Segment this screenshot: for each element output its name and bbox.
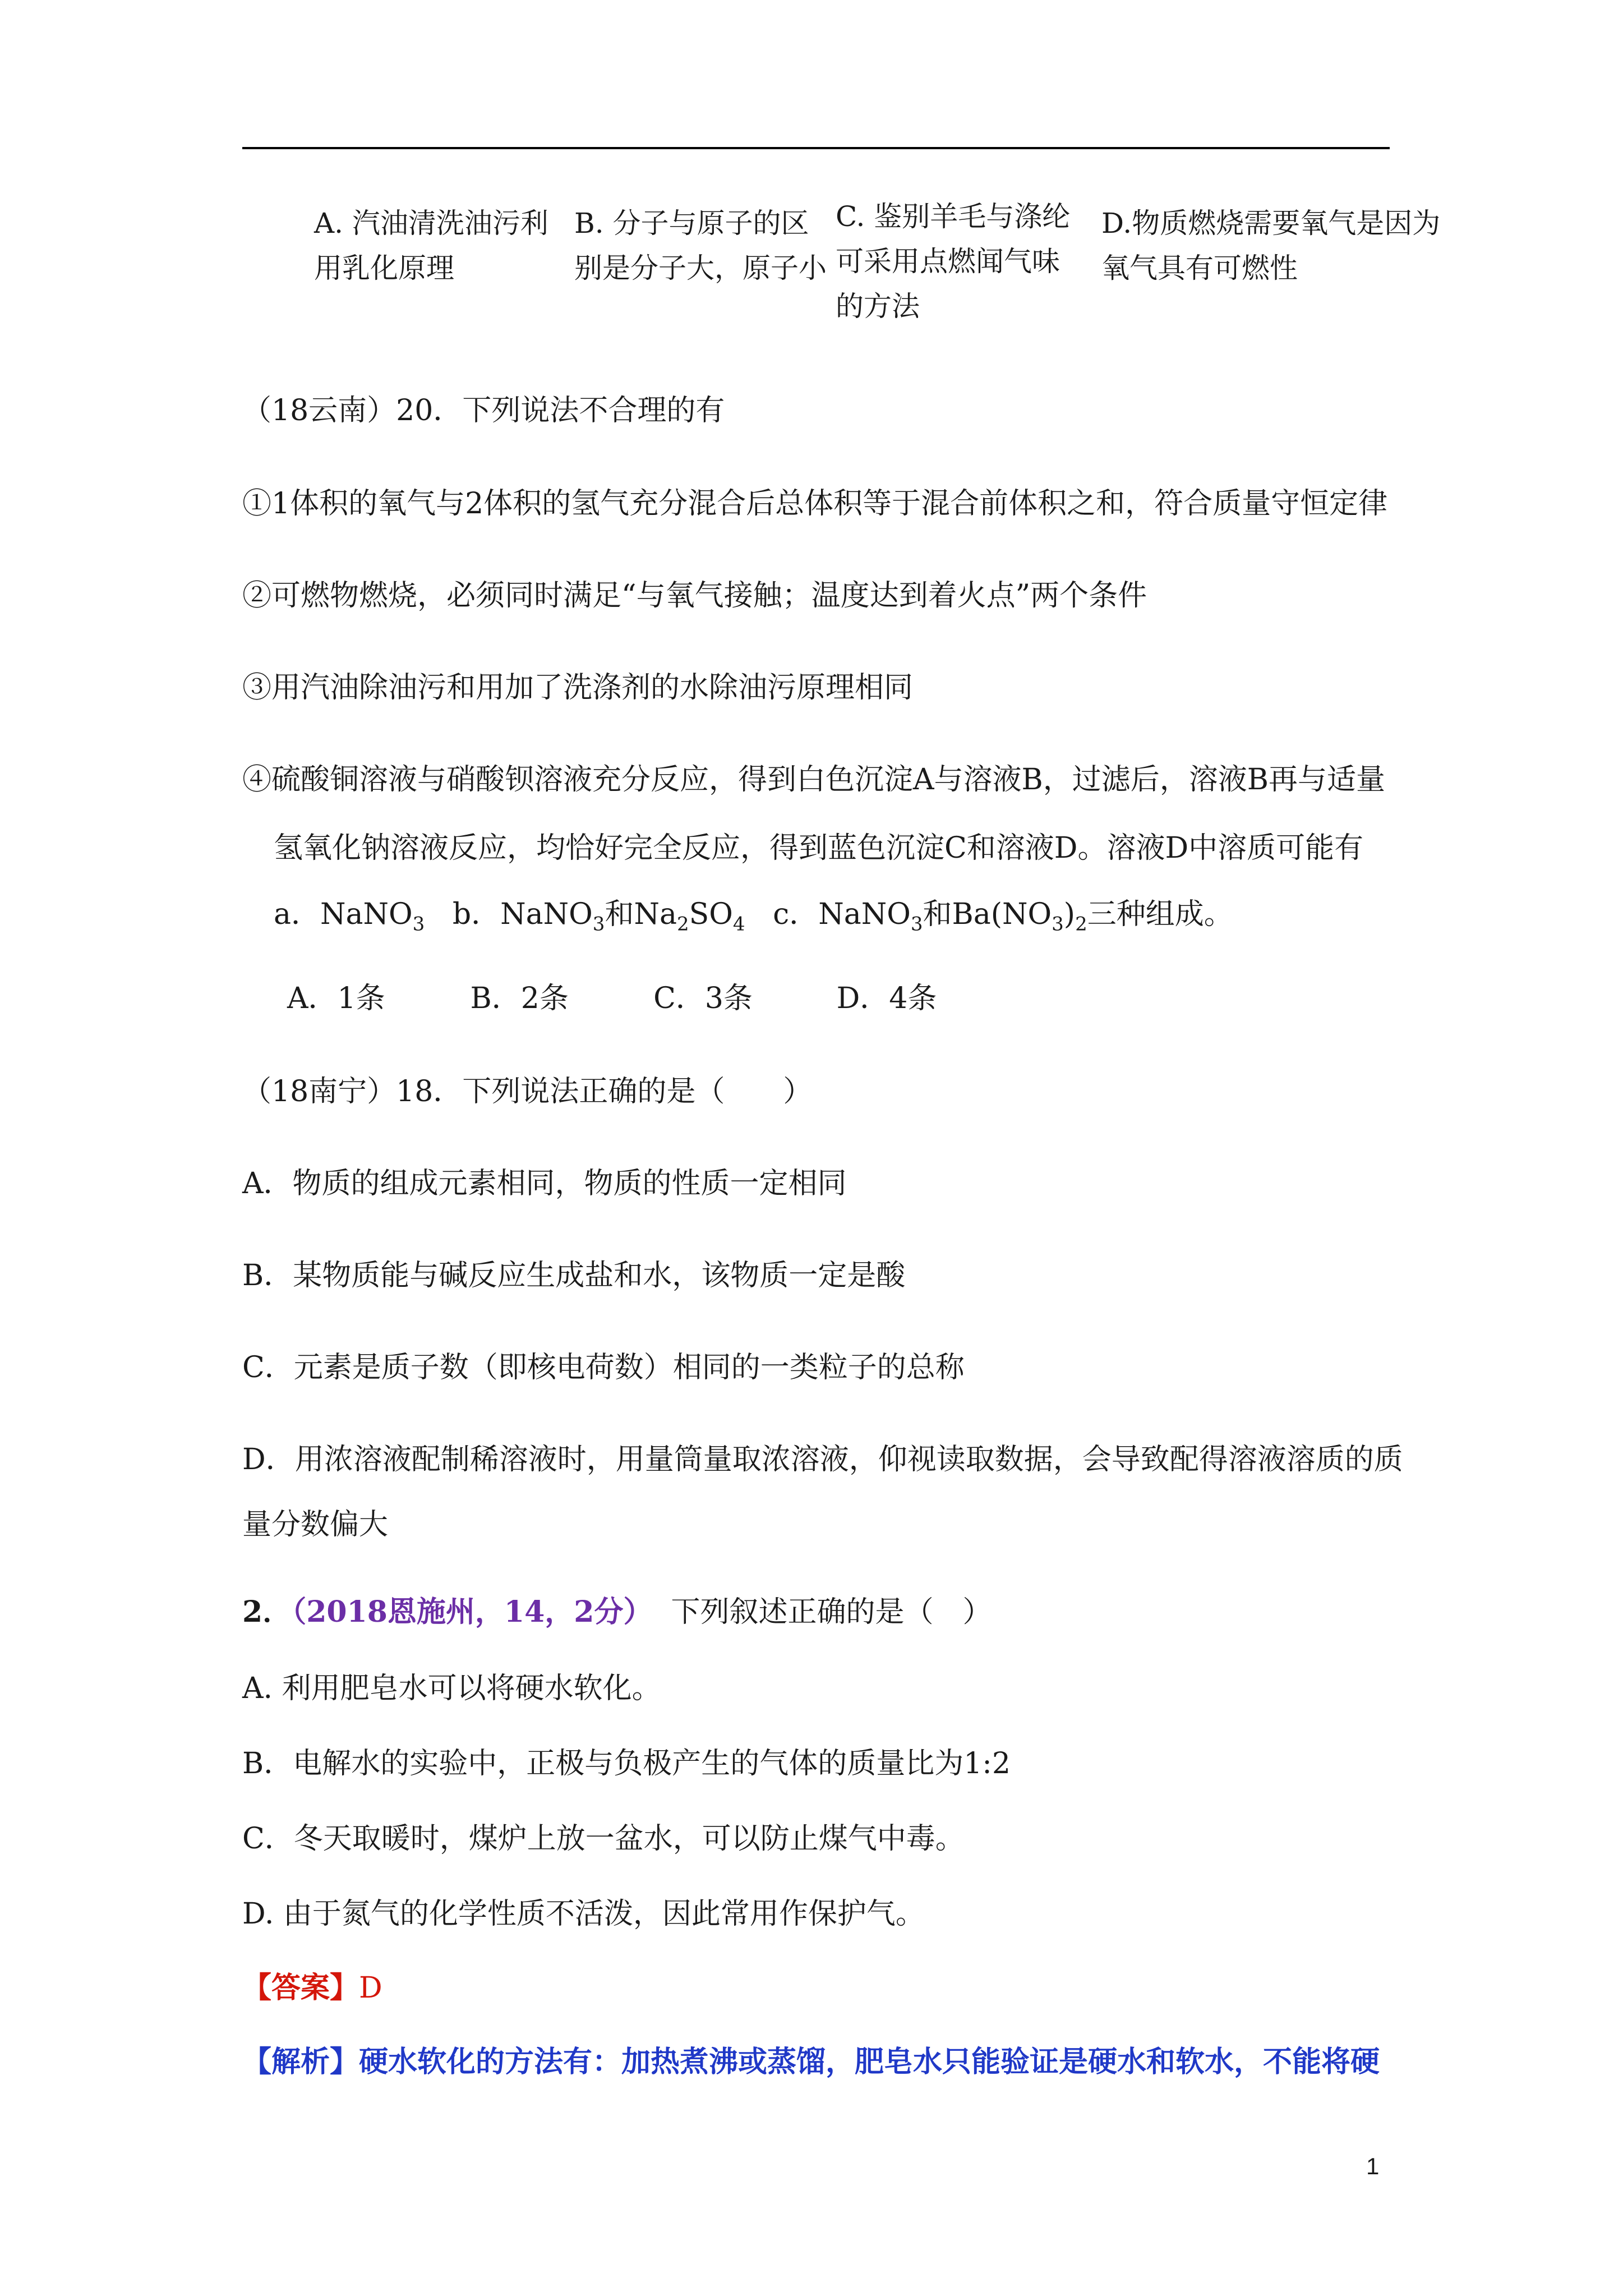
q2-option-a: A. 利用肥皂水可以将硬水软化。	[242, 1672, 661, 1705]
option-a-formula: a．NaNO$_3$	[274, 898, 425, 936]
option-a-cell	[314, 201, 566, 291]
header-rule	[242, 147, 1390, 149]
q18-option-a: A．物质的组成元素相同，物质的性质一定相同	[242, 1167, 847, 1200]
q2-option-b: B．电解水的实验中，正极与负极产生的气体的质量比为1:2	[242, 1747, 1011, 1780]
q20-title: （18云南）20．下列说法不合理的有	[242, 394, 725, 427]
q18-option-d-line2: 量分数偏大	[242, 1508, 389, 1542]
q2-header	[242, 1594, 992, 1630]
q20-statement-4-line1: ④硫酸铜溶液与硝酸钡溶液充分反应，得到白色沉淀A与溶液B，过滤后，溶液B再与适量	[242, 763, 1385, 797]
page-number: 1	[1366, 2153, 1380, 2179]
option-a-line1: A. 汽油清洗油污利	[314, 207, 548, 240]
q2-number: 2．	[242, 1595, 292, 1629]
option-c-line1: C. 鉴别羊毛与涤纶	[836, 200, 1071, 233]
q18-option-d-line1: D．用浓溶液配制稀溶液时，用量筒量取浓溶液，仰视读取数据，会导致配得溶液溶质的质	[242, 1443, 1403, 1476]
q2-option-d: D. 由于氮气的化学性质不活泼，因此常用作保护气。	[242, 1897, 925, 1931]
q18-option-c: C．元素是质子数（即核电荷数）相同的一类粒子的总称	[242, 1351, 965, 1384]
option-c-cell	[836, 194, 1099, 329]
q2-option-c: C．冬天取暖时，煤炉上放一盆水，可以防止煤气中毒。	[242, 1822, 965, 1856]
q20-choice-b: B．2条	[470, 982, 569, 1015]
q2-answer	[242, 1970, 382, 2006]
analysis-label: 【解析】	[242, 2045, 359, 2079]
option-d-line1: D.物质燃烧需要氧气是因为	[1101, 207, 1441, 240]
q20-choice-c: C．3条	[653, 982, 753, 1015]
option-c-line2: 可采用点燃闻气味	[836, 245, 1060, 278]
q20-choice-d: D．4条	[836, 982, 937, 1015]
option-c-formula: c．NaNO$_3$和$Ba(NO_3)_2$三种组成。	[773, 898, 1233, 936]
q2-stem: 下列叙述正确的是（ ）	[671, 1595, 992, 1629]
q20-statement-1: ①1体积的氧气与2体积的氢气充分混合后总体积等于混合前体积之和，符合质量守恒定律	[242, 487, 1388, 521]
option-c-line3: 的方法	[836, 290, 920, 323]
q20-choices	[287, 981, 1011, 1016]
q20-choice-a: A．1条	[287, 982, 385, 1015]
option-b-line2: 别是分子大，原子小	[574, 252, 827, 284]
q20-statement-2: ②可燃物燃烧，必须同时满足“与氧气接触；温度达到着火点”两个条件	[242, 579, 1147, 613]
option-b-line1: B. 分子与原子的区	[574, 207, 809, 240]
option-a-line2: 用乳化原理	[314, 252, 454, 284]
q2-analysis	[242, 2044, 1380, 2080]
option-d-cell	[1101, 201, 1460, 291]
option-b-cell	[574, 201, 827, 291]
answer-value: D	[359, 1971, 382, 2005]
q18-option-b: B．某物质能与碱反应生成盐和水，该物质一定是酸	[242, 1259, 906, 1292]
answer-label: 【答案】	[242, 1971, 359, 2005]
q20-statement-4-options	[274, 896, 1233, 936]
option-d-line2: 氧气具有可燃性	[1101, 252, 1298, 284]
q20-statement-4-line2: 氢氧化钠溶液反应，均恰好完全反应，得到蓝色沉淀C和溶液D。溶液D中溶质可能有	[274, 831, 1364, 865]
q20-statement-3: ③用汽油除油污和用加了洗涤剂的水除油污原理相同	[242, 671, 914, 705]
option-b-formula: b．NaNO$_3$和$Na_2SO_4$	[452, 898, 745, 936]
q18-title: （18南宁）18．下列说法正确的是（ ）	[242, 1075, 813, 1108]
analysis-text: 硬水软化的方法有：加热煮沸或蒸馏，肥皂水只能验证是硬水和软水，不能将硬	[359, 2045, 1380, 2079]
q2-source: （2018恩施州，14，2分）	[292, 1595, 653, 1629]
